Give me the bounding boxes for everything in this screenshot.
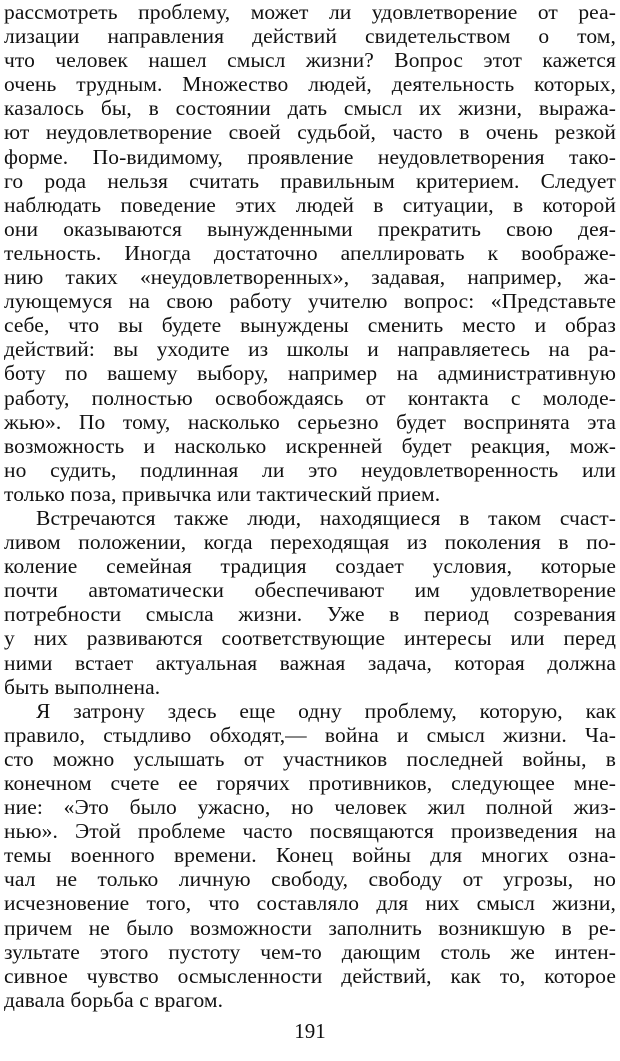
- text-line: сивное чувство осмысленности действий, как то, которое: [4, 963, 616, 988]
- text-line: действий: вы уходите из школы и направляетесь на ра-: [4, 337, 616, 362]
- page-number: 191: [294, 1019, 326, 1043]
- text-line: себе, что вы будете вынуждены сменить место и образ: [4, 313, 616, 338]
- text-line: Я затрону здесь еще одну проблему, которую, как: [36, 698, 616, 723]
- paragraph-3: [4, 699, 616, 1012]
- text-line: жью». По тому, насколько серьезно будет воспринята эта: [4, 409, 616, 434]
- text-line: у них развиваются соответствующие интересы или перед: [4, 626, 616, 651]
- text-line: сто можно услышать от участников последней войны, в: [4, 746, 616, 771]
- text-line: только поза, привычка или тактический прием.: [4, 481, 441, 506]
- text-line: зультате этого пустоту чем-то дающим столь же интен-: [4, 939, 616, 964]
- text-line: возможность и насколько искренней будет реакция, мож-: [4, 433, 616, 458]
- text-line: нью». Этой проблеме часто посвящаются произведения на: [4, 819, 616, 844]
- text-line: конечном счете ее горячих противников, следующее мне-: [4, 771, 616, 795]
- text-line: лующемуся на свою работу учителю вопрос: «Представьте: [4, 289, 616, 314]
- text-line: лизации направления действий свидетельством о том,: [4, 24, 616, 49]
- text-line: го рода нельзя считать правильным критерием. Следует: [4, 168, 616, 193]
- text-line: боту по вашему выбору, например на административную: [4, 361, 616, 386]
- text-line: почти автоматически обеспечивают им удовлетворение: [4, 578, 616, 603]
- text-line: казалось бы, в состоянии дать смысл их жизни, выража-: [4, 96, 616, 121]
- text-line: темы военного времени. Конец войны для многих озна-: [4, 843, 616, 868]
- text-line: рассмотреть проблему, может ли удовлетворение от реа-: [4, 0, 616, 24]
- text-line: потребности смысла жизни. Уже в период созревания: [4, 602, 616, 627]
- paragraph-2: [4, 506, 616, 699]
- text-line: тельность. Иногда достаточно апеллировать к воображе-: [4, 240, 616, 265]
- text-line: причем не было возможности заполнить возникшую в ре-: [4, 915, 616, 940]
- text-line: ними встает актуальная важная задача, которая должна: [4, 650, 616, 675]
- text-line: исчезновение того, что составляло для них смысл жизни,: [4, 891, 616, 916]
- text-line: они оказываются вынужденными прекратить свою дея-: [4, 216, 616, 241]
- text-line: чал не только личную свободу, свободу от угрозы, но: [4, 867, 616, 892]
- text-line: но судить, подлинная ли это неудовлетворенность или: [4, 457, 616, 482]
- text-line: что человек нашел смысл жизни? Вопрос этот кажется: [4, 48, 616, 73]
- text-line: нию таких «неудовлетворенных», задавая, например, жа-: [4, 265, 616, 290]
- text-line: очень трудным. Множество людей, деятельность которых,: [4, 72, 616, 97]
- text-line: коление семейная традиция создает условия, которые: [4, 554, 616, 579]
- text-line: работу, полностью освобождаясь от контакта с молоде-: [4, 385, 616, 410]
- text-line: форме. По-видимому, проявление неудовлетворения тако-: [4, 144, 616, 169]
- body-text: [4, 0, 616, 1012]
- text-line: ливом положении, когда переходящая из поколения в по-: [4, 530, 616, 555]
- text-line: давала борьба с врагом.: [4, 987, 224, 1012]
- text-line: наблюдать поведение этих людей в ситуации, в которой: [4, 192, 616, 217]
- paragraph-1: [4, 0, 616, 506]
- text-line: ют неудовлетворение своей судьбой, часто в очень резкой: [4, 120, 616, 145]
- text-line: быть выполнена.: [4, 674, 161, 699]
- text-line: Встречаются также люди, находящиеся в таком счаст-: [36, 505, 616, 530]
- text-line: правило, стыдливо обходят,— война и смысл жизни. Ча-: [4, 722, 616, 747]
- text-line: ние: «Это было ужасно, но человек жил полной жиз-: [4, 795, 616, 820]
